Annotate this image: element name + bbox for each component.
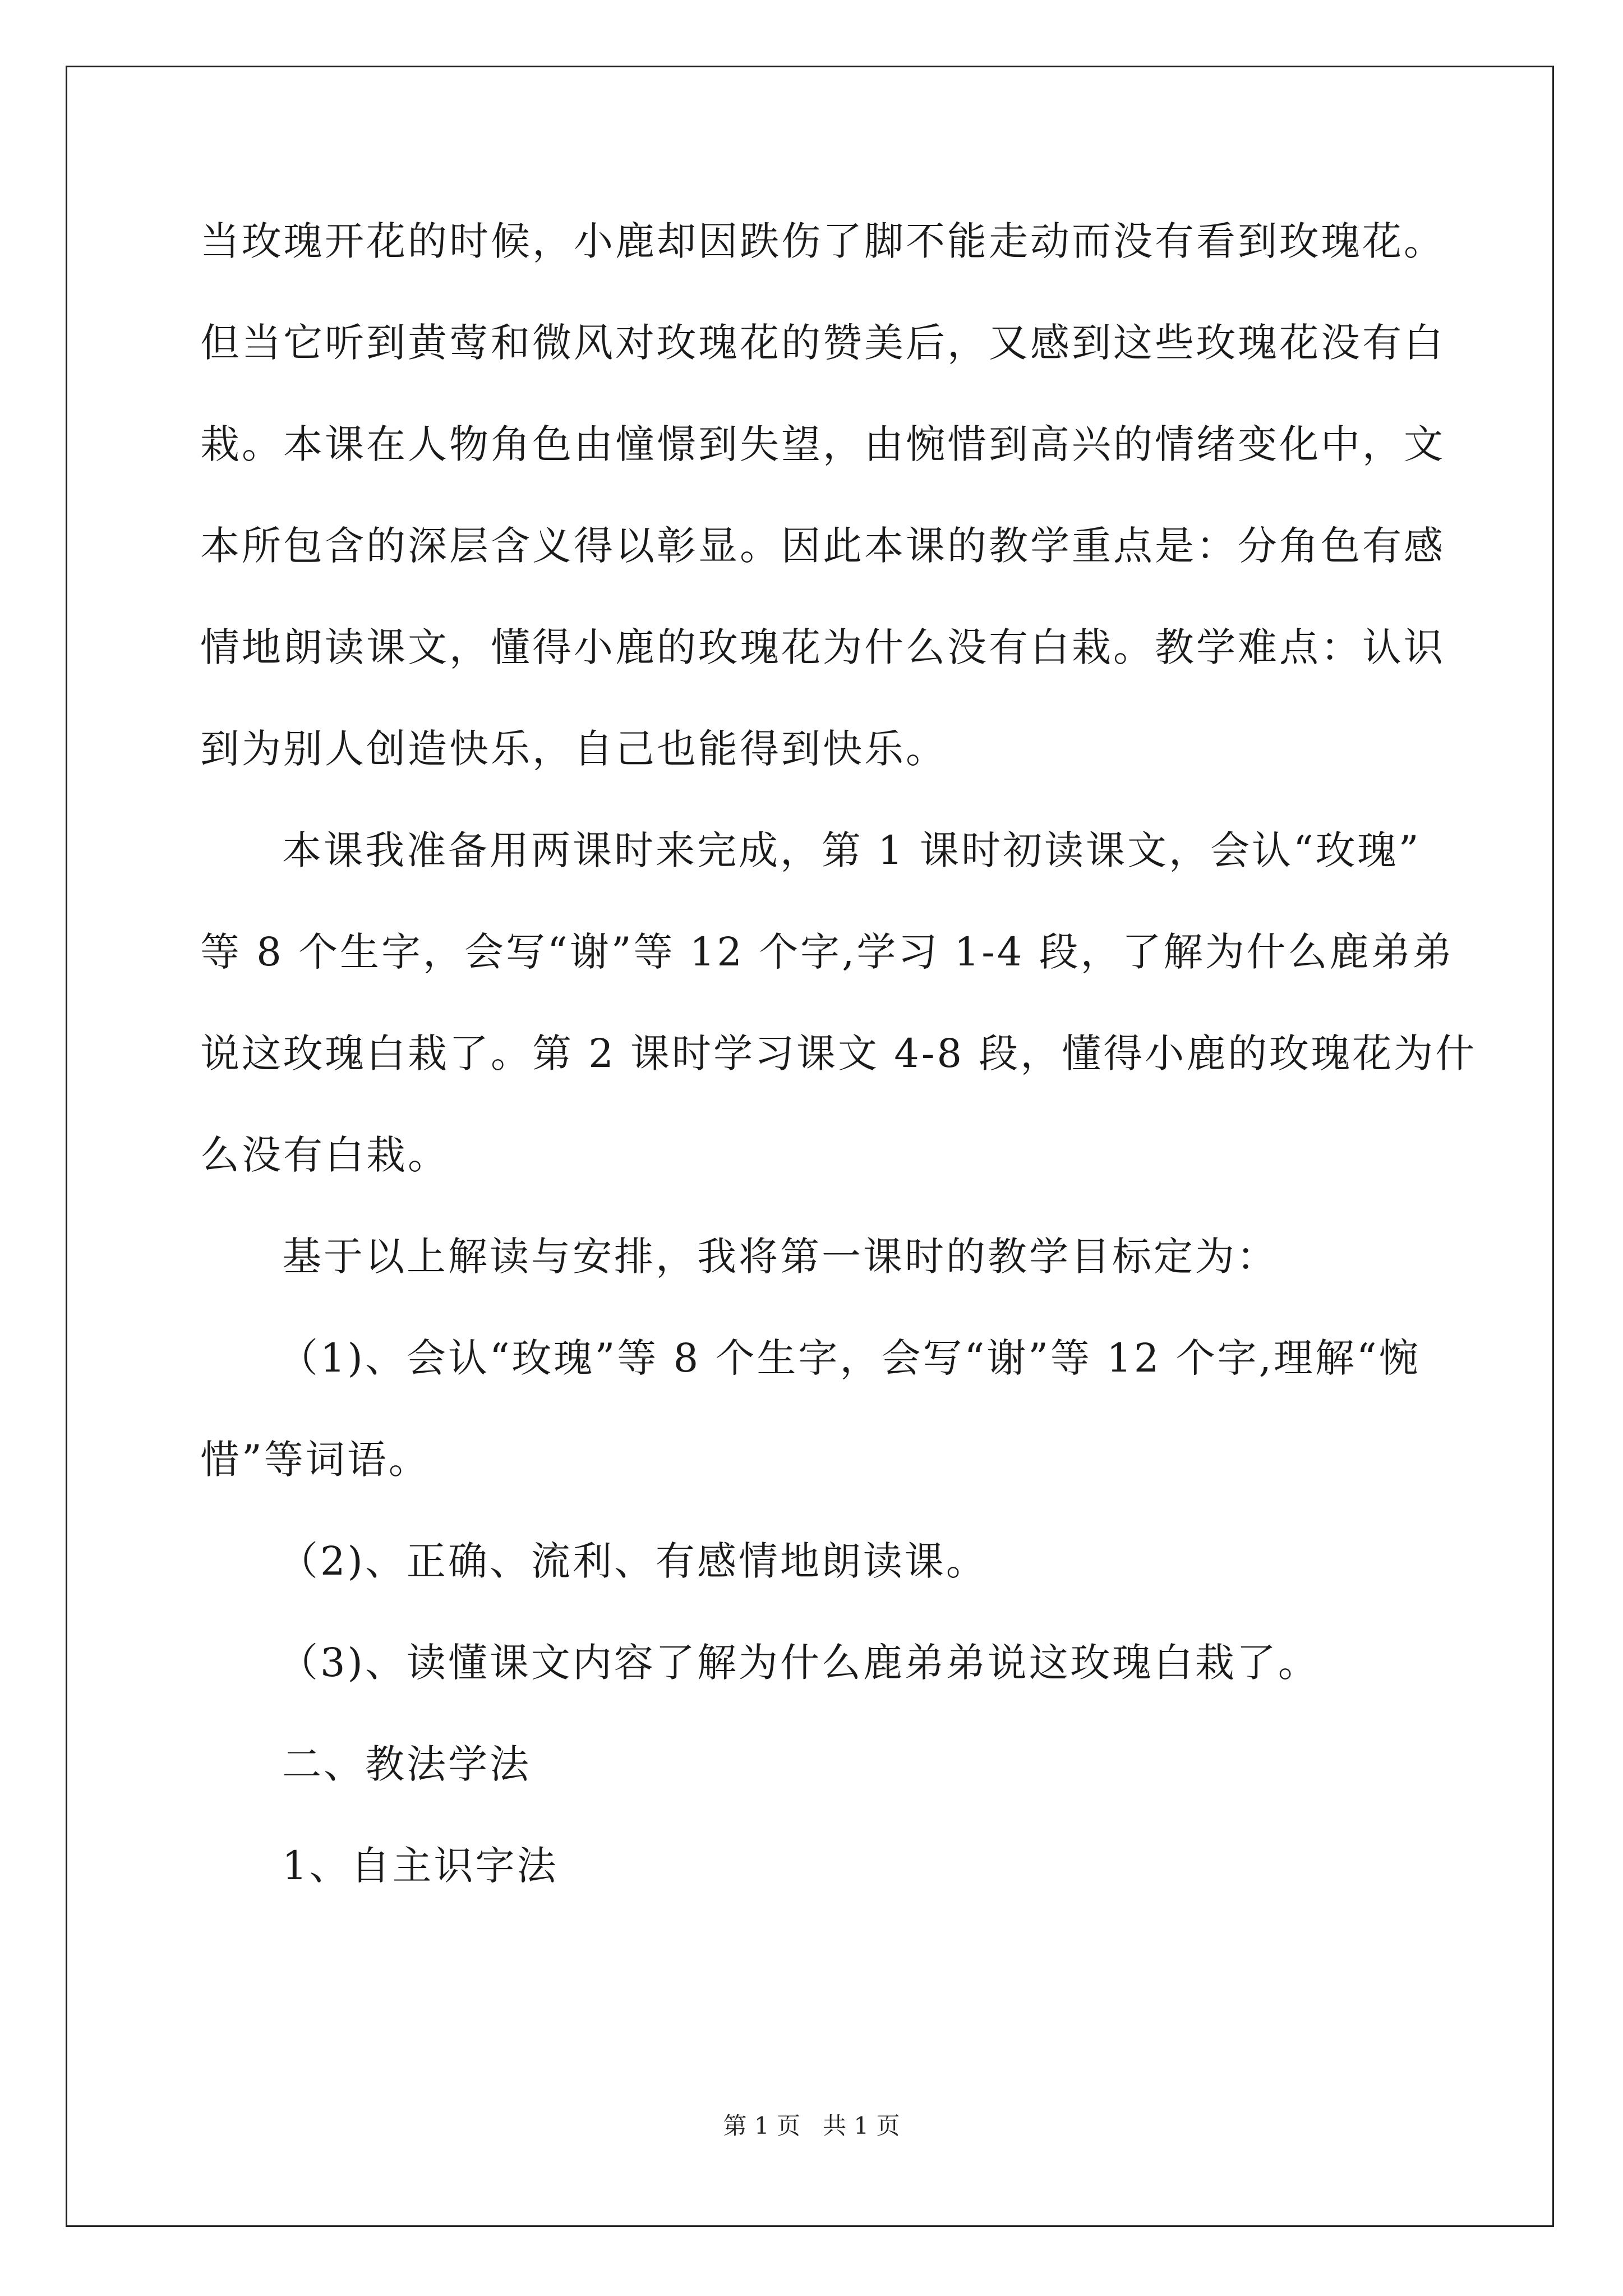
text-line: 栽。本课在人物角色由憧憬到失望，由惋惜到高兴的情绪变化中，文 xyxy=(200,421,1445,467)
objective-item-line: （1)、会认“玫瑰”等 8 个生字，会写“谢”等 12 个字,理解“惋 xyxy=(279,1335,1421,1381)
text-line: 情地朗读课文，懂得小鹿的玫瑰花为什么没有白栽。教学难点：认识 xyxy=(200,624,1445,670)
paragraph-start-line: 本课我准备用两课时来完成，第 1 课时初读课文，会认“玫瑰” xyxy=(282,827,1421,873)
text-line: 惜”等词语。 xyxy=(200,1437,430,1483)
text-line: 当玫瑰开花的时候，小鹿却因跌伤了脚不能走动而没有看到玫瑰花。 xyxy=(200,218,1445,264)
text-line: 说这玫瑰白栽了。第 2 课时学习课文 4-8 段，懂得小鹿的玫瑰花为什 xyxy=(200,1030,1477,1076)
text-line: 到为别人创造快乐，自己也能得到快乐。 xyxy=(200,726,947,772)
page-footer: 第 1 页 共 1 页 xyxy=(723,2112,900,2139)
objective-item-line: （2)、正确、流利、有感情地朗读课。 xyxy=(279,1538,988,1584)
text-line: 么没有白栽。 xyxy=(200,1132,449,1178)
subsection-heading: 1、自主识字法 xyxy=(282,1843,559,1889)
text-line: 等 8 个生字，会写“谢”等 12 个字,学习 1-4 段，了解为什么鹿弟弟 xyxy=(200,929,1454,975)
text-line: 但当它听到黄莺和微风对玫瑰花的赞美后，又感到这些玫瑰花没有白 xyxy=(200,320,1445,366)
document-body xyxy=(200,213,1477,1939)
text-line: 本所包含的深层含义得以彰显。因此本课的教学重点是：分角色有感 xyxy=(200,523,1445,569)
paragraph-start-line: 基于以上解读与安排，我将第一课时的教学目标定为： xyxy=(282,1234,1278,1280)
section-heading: 二、教法学法 xyxy=(282,1741,531,1787)
objective-item-line: （3)、读懂课文内容了解为什么鹿弟弟说这玫瑰白栽了。 xyxy=(279,1640,1320,1686)
